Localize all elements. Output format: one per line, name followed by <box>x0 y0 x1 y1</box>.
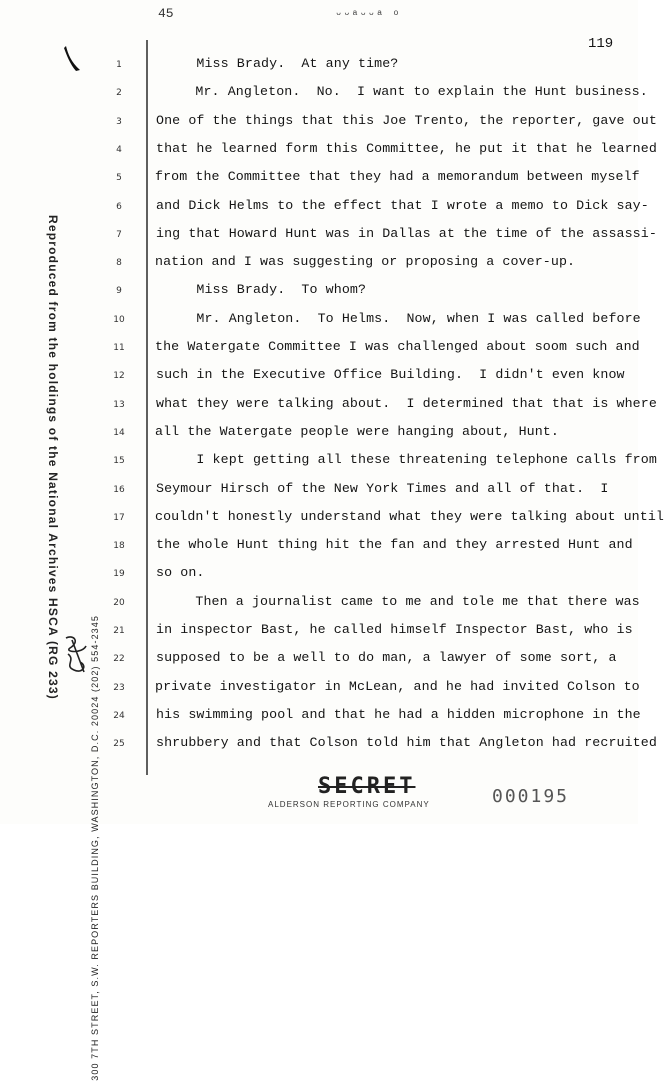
transcript-line: that he learned form this Committee, he put it that he learned <box>156 140 657 156</box>
transcript-line: I kept getting all these threatening telephone calls from <box>156 452 657 468</box>
transcript-line: from the Committee that they had a memorandum between myself <box>155 169 640 185</box>
line-number: 20 <box>113 597 125 608</box>
reporter-address: 300 7TH STREET, S.W. REPORTERS BUILDING, WASHINGTON, D.C. 20024 (202) 554-2345 <box>90 615 100 1081</box>
transcript-line: Miss Brady. To whom? <box>156 282 367 298</box>
page-number: 119 <box>588 36 614 52</box>
line-number: 17 <box>113 512 125 523</box>
transcript-line: such in the Executive Office Building. I didn't even know <box>156 367 625 383</box>
transcript-line: Mr. Angleton. To Helms. Now, when I was called before <box>156 310 641 326</box>
line-number: 15 <box>113 456 125 467</box>
transcript-line: and Dick Helms to the effect that I wrote a memo to Dick say- <box>156 197 649 213</box>
margin-rule <box>146 40 148 775</box>
document-id: 000195 <box>492 786 570 807</box>
line-number: 8 <box>116 258 122 269</box>
classification-stamp: SECRET <box>318 774 416 799</box>
line-number: 24 <box>113 710 125 721</box>
transcript-line: the whole Hunt thing hit the fan and they arrested Hunt and <box>156 537 633 553</box>
archive-reproduction-note: Reproduced from the holdings of the National Archives HSCA (RG 233) <box>46 215 60 700</box>
transcript-line: shrubbery and that Colson told him that Angleton had recruited <box>156 735 657 751</box>
transcript-line: Mr. Angleton. No. I want to explain the Hunt business. <box>155 84 648 100</box>
transcript-line: supposed to be a well to do man, a lawyer of some sort, a <box>156 650 617 666</box>
transcript-line: in inspector Bast, he called himself Inspector Bast, who is <box>156 622 633 637</box>
transcript-line: so on. <box>156 565 205 581</box>
top-number: 45 <box>158 6 174 21</box>
top-scribble: ᵕᵕᵃᵕᵕᵃ ᵒ <box>335 8 401 22</box>
line-number: 4 <box>116 144 122 155</box>
line-number: 9 <box>116 286 122 297</box>
transcript-line: Miss Brady. At any time? <box>156 56 399 71</box>
transcript-line: all the Watergate people were hanging about, Hunt. <box>155 423 559 439</box>
line-number: 6 <box>116 201 122 212</box>
transcript-line: nation and I was suggesting or proposing a cover-up. <box>155 254 576 270</box>
transcript-line: Then a journalist came to me and tole me that there was <box>155 593 640 609</box>
line-number: 2 <box>116 88 122 99</box>
transcript-line: Seymour Hirsch of the New York Times and all of that. I <box>156 480 609 496</box>
line-number: 13 <box>113 399 125 410</box>
line-number: 3 <box>116 116 122 127</box>
line-number: 22 <box>113 654 125 665</box>
transcript-line: the Watergate Committee I was challenged about soom such and <box>155 339 640 354</box>
line-number: 16 <box>113 484 125 495</box>
line-number: 14 <box>113 427 125 438</box>
transcript-line: his swimming pool and that he had a hidden microphone in the <box>156 706 641 722</box>
line-number: 10 <box>113 314 125 325</box>
line-number: 12 <box>113 371 125 382</box>
transcript-line: couldn't honestly understand what they were talking about until <box>155 508 664 524</box>
transcript-line: what they were talking about. I determined that that is where <box>156 395 657 411</box>
handwritten-initials-icon <box>60 632 94 678</box>
line-number: 25 <box>113 739 125 750</box>
line-number: 21 <box>113 626 125 636</box>
transcript-line: private investigator in McLean, and he had invited Colson to <box>155 678 640 694</box>
line-number: 11 <box>113 343 125 353</box>
line-number: 18 <box>113 541 125 552</box>
line-number: 1 <box>116 60 122 70</box>
line-number: 19 <box>113 569 125 580</box>
line-number: 23 <box>113 682 125 693</box>
transcript-line: One of the things that this Joe Trento, the reporter, gave out <box>156 112 657 128</box>
pen-mark-icon <box>62 44 84 74</box>
transcript-line: ing that Howard Hunt was in Dallas at the time of the assassi- <box>156 225 657 241</box>
line-number: 7 <box>116 229 122 240</box>
reporting-company: ALDERSON REPORTING COMPANY <box>268 800 430 809</box>
line-number: 5 <box>116 173 122 184</box>
